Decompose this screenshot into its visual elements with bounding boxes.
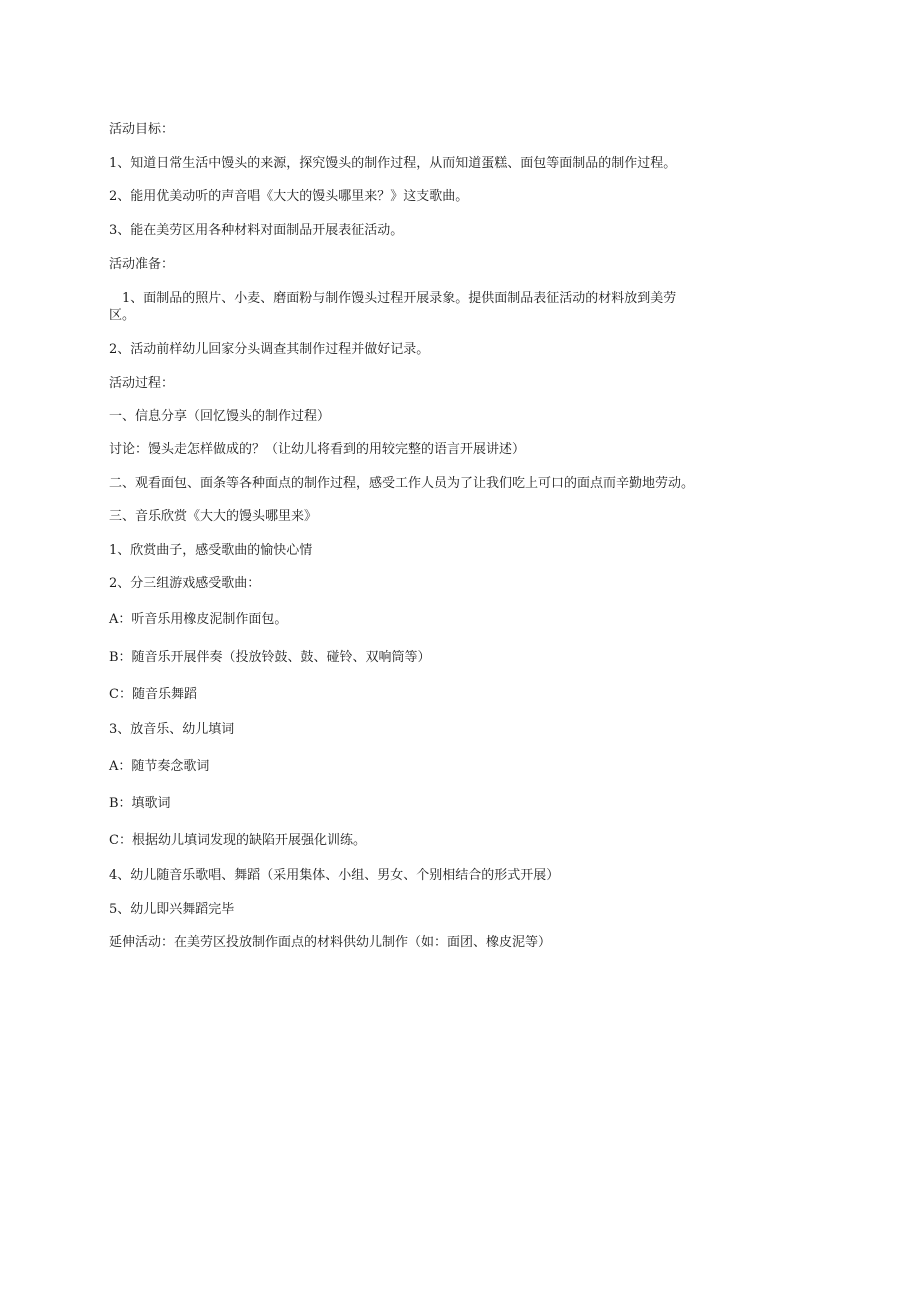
extension-activity: 延伸活动：在美劳区投放制作面点的材料供幼儿制作（如：面团、橡皮泥等）: [109, 935, 552, 950]
fill-b: B：填歌词: [109, 796, 171, 811]
music-item-2: 2、分三组游戏感受歌曲：: [109, 576, 261, 591]
prep-item-2: 2、活动前样幼儿回家分头调查其制作过程并做好记录。: [109, 342, 430, 357]
goal-item-2: 2、能用优美动听的声音唱《大大的馒头哪里来？》这支歌曲。: [109, 189, 469, 204]
process-step-3: 三、音乐欣赏《大大的馒头哪里来》: [109, 509, 318, 524]
fill-c: C：根据幼儿填词发现的缺陷开展强化训练。: [109, 833, 366, 848]
group-b: B：随音乐开展伴奏（投放铃鼓、鼓、碰铃、双响筒等）: [109, 650, 431, 665]
process-step-2: 二、观看面包、面条等各种面点的制作过程，感受工作人员为了让我们吃上可口的面点而辛勤地劳动。: [109, 476, 695, 491]
music-item-4: 4、幼儿随音乐歌唱、舞蹈（采用集体、小组、男女、个别相结合的形式开展）: [109, 868, 560, 883]
goal-item-3: 3、能在美劳区用各种材料对面制品开展表征活动。: [109, 223, 404, 238]
music-item-5: 5、幼儿即兴舞蹈完毕: [109, 902, 235, 917]
music-item-1: 1、欣赏曲子，感受歌曲的愉快心情: [109, 543, 313, 558]
section-heading-goals: 活动目标：: [109, 122, 175, 137]
process-step-1: 一、信息分享（回忆馒头的制作过程）: [109, 409, 331, 424]
goal-item-1: 1、知道日常生活中馒头的来源，探究馒头的制作过程，从而知道蛋糕、面包等面制品的制作过程。: [109, 156, 677, 171]
music-item-3: 3、放音乐、幼儿填词: [109, 722, 235, 737]
section-heading-preparation: 活动准备：: [109, 257, 175, 272]
prep-item-1: 1、面制品的照片、小麦、磨面粉与制作馒头过程开展录象。提供面制品表征活动的材料放到美劳: [122, 291, 677, 306]
section-heading-process: 活动过程：: [109, 376, 175, 391]
prep-item-1-continued: 区。: [109, 308, 136, 323]
group-c: C：随音乐舞蹈: [109, 687, 197, 702]
group-a: A：听音乐用橡皮泥制作面包。: [109, 612, 288, 627]
fill-a: A：随节奏念歌词: [109, 759, 210, 774]
discussion-line: 讨论：馒头走怎样做成的？（让幼儿将看到的用较完整的语言开展讲述）: [109, 442, 526, 457]
